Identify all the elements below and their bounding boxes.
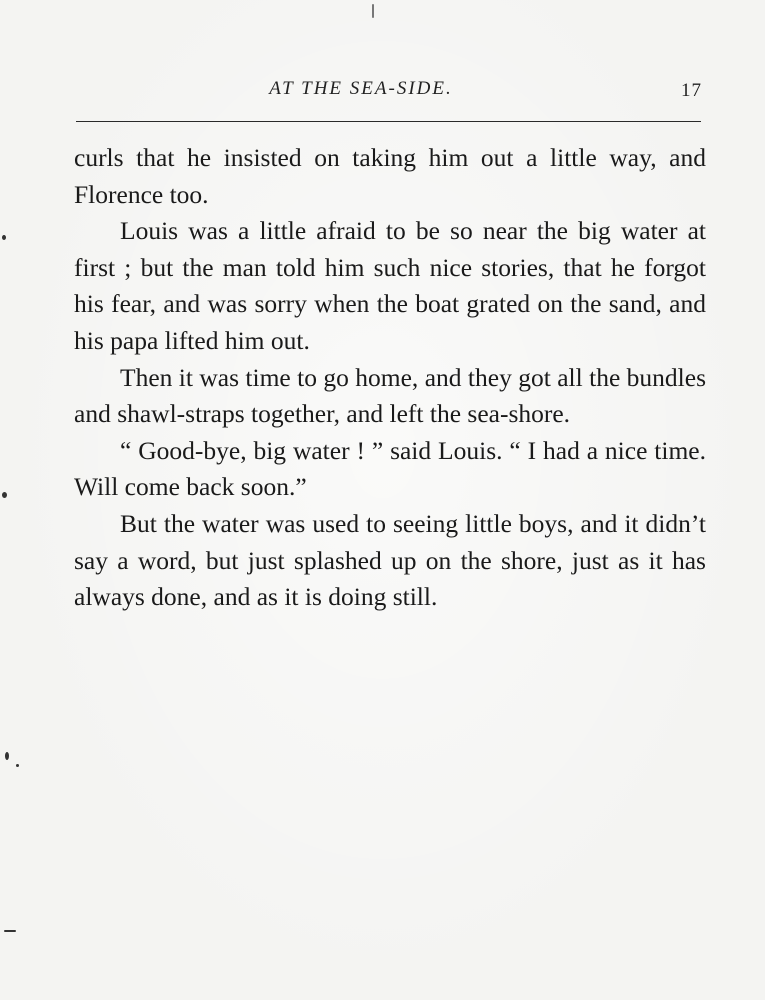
header-rule (76, 121, 701, 122)
page-number: 17 (681, 80, 702, 101)
scan-speck (5, 752, 9, 760)
running-title: AT THE SEA-SIDE. (269, 78, 453, 99)
paragraph-5: But the water was used to seeing little boys, and it didn’t say a word, but just splashed up on the shore, just as it has always done, and as it is doing still. (74, 508, 706, 612)
running-head (76, 78, 708, 108)
scan-speck (2, 492, 7, 498)
scan-speck (16, 764, 19, 767)
body-text (74, 140, 706, 616)
paragraph-2: Louis was a little afraid to be so near the big water at first ; but the man told him such nice stories, that he forgot his fear, and was sorry when the boat grated on the sand, and his papa lifted him out. (74, 216, 706, 355)
scan-speck (4, 930, 16, 932)
scan-speck (372, 4, 374, 18)
paragraph-4: “ Good-bye, big water ! ” said Louis. “ I had a nice time. Will come back soon.” (74, 435, 706, 502)
scan-speck (2, 235, 6, 240)
paragraph-3: Then it was time to go home, and they got all the bundles and shawl-straps together, and left the sea-shore. (74, 362, 706, 429)
paragraph-1: curls that he insisted on taking him out a little way, and Florence too. (74, 143, 706, 209)
